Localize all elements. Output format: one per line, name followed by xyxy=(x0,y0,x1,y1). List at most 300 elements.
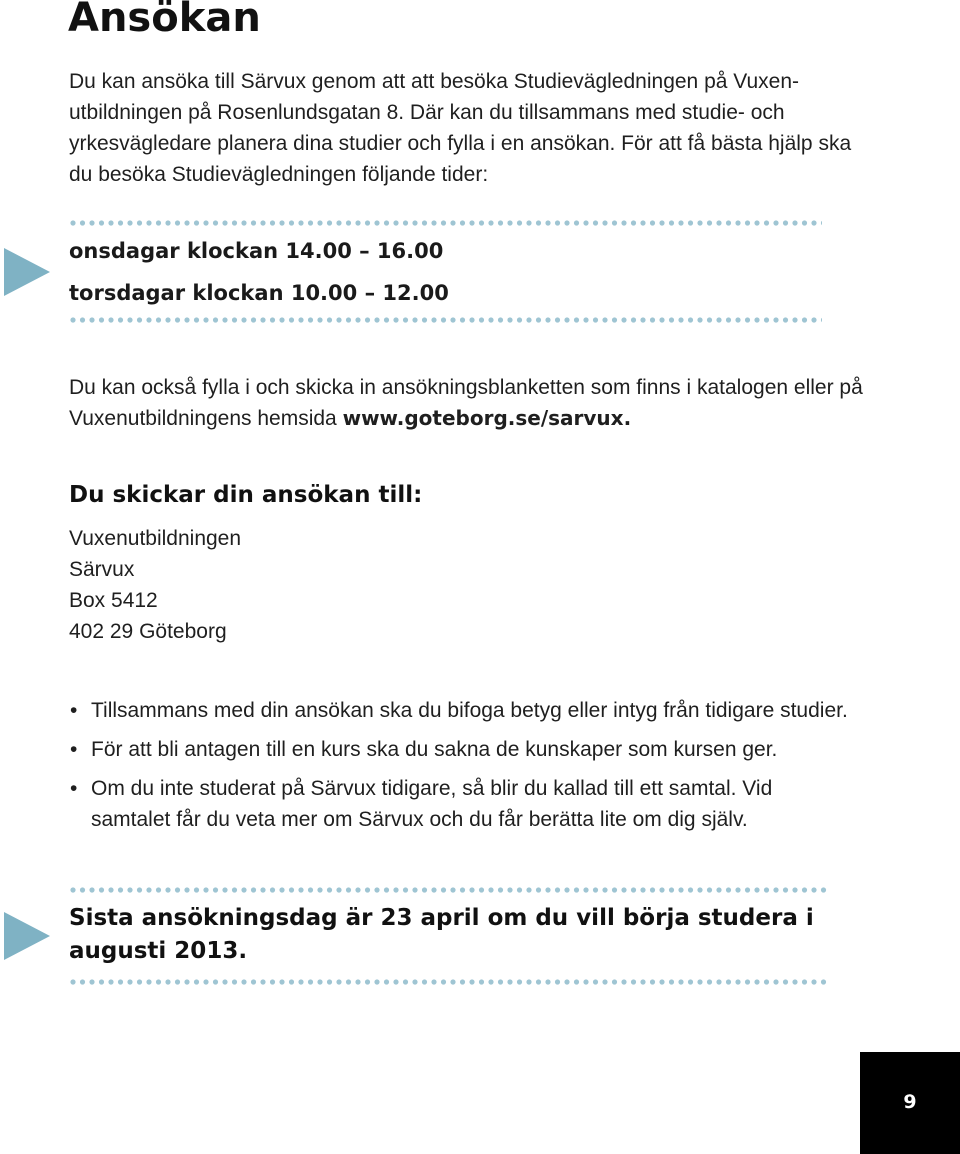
dot xyxy=(612,220,617,225)
dot xyxy=(764,317,769,322)
dot xyxy=(108,220,113,225)
arrow-right-icon xyxy=(4,248,50,296)
dot xyxy=(346,979,351,984)
dot xyxy=(764,887,769,892)
dot xyxy=(365,979,370,984)
dot xyxy=(422,220,427,225)
dot xyxy=(555,317,560,322)
website-link[interactable]: www.goteborg.se/sarvux. xyxy=(342,406,632,430)
dot xyxy=(583,317,588,322)
dot xyxy=(260,979,265,984)
dot xyxy=(678,887,683,892)
dot xyxy=(450,317,455,322)
dotted-rule-bottom xyxy=(70,316,822,324)
dot xyxy=(327,317,332,322)
dot xyxy=(89,220,94,225)
dotted-rule-bottom xyxy=(70,978,830,986)
dot xyxy=(127,220,132,225)
dot xyxy=(460,979,465,984)
dot xyxy=(659,317,664,322)
dot xyxy=(403,887,408,892)
arrow-right-icon xyxy=(4,912,50,960)
dot xyxy=(156,979,161,984)
bullet-icon: • xyxy=(70,699,78,722)
dot xyxy=(631,220,636,225)
dot xyxy=(441,220,446,225)
dot xyxy=(574,979,579,984)
dot xyxy=(479,317,484,322)
dot xyxy=(422,317,427,322)
list-item-text: Tillsammans med din ansökan ska du bifoga betyg eller intyg från tidigare studier. xyxy=(91,699,848,722)
dot xyxy=(659,979,664,984)
dot xyxy=(70,220,75,225)
dot xyxy=(146,887,151,892)
dot xyxy=(346,887,351,892)
intro-paragraph: Du kan ansöka till Särvux genom att att besöka Studievägledningen på Vuxen-utbildningen på Rosenlundsgatan 8. Där kan du tillsammans med studie- och yrkesvägledare planera dina studier och fylla i en ansökan. För att få bästa hjälp ska du besöka Studievägledningen följande tider: xyxy=(69,70,852,186)
dot xyxy=(479,887,484,892)
list-item xyxy=(69,773,849,835)
dot xyxy=(526,979,531,984)
dot xyxy=(203,887,208,892)
dot xyxy=(374,317,379,322)
dot xyxy=(422,979,427,984)
dot xyxy=(754,979,759,984)
dot xyxy=(612,887,617,892)
dot xyxy=(137,979,142,984)
dot xyxy=(802,220,807,225)
dot xyxy=(688,887,693,892)
dot xyxy=(108,887,113,892)
dot xyxy=(507,979,512,984)
dot xyxy=(802,887,807,892)
dot xyxy=(726,887,731,892)
address-line: 402 29 Göteborg xyxy=(69,620,227,643)
dot xyxy=(593,887,598,892)
dot xyxy=(184,220,189,225)
dot xyxy=(146,317,151,322)
dot xyxy=(127,887,132,892)
dot xyxy=(194,979,199,984)
dot xyxy=(536,979,541,984)
dot xyxy=(355,887,360,892)
dot xyxy=(365,220,370,225)
dot xyxy=(260,220,265,225)
dot xyxy=(251,220,256,225)
dot xyxy=(792,220,797,225)
dot xyxy=(194,887,199,892)
dot xyxy=(431,979,436,984)
dot xyxy=(175,220,180,225)
dot xyxy=(526,220,531,225)
dot xyxy=(317,887,322,892)
dot xyxy=(564,887,569,892)
dot xyxy=(745,979,750,984)
dot xyxy=(811,220,816,225)
list-item-text: Om du inte studerat på Särvux tidigare, så blir du kallad till ett samtal. Vid samtalet får du veta mer om Särvux och du får berätta lite om dig själv. xyxy=(91,777,773,831)
dot xyxy=(99,317,104,322)
dot xyxy=(241,317,246,322)
dot xyxy=(270,220,275,225)
dot xyxy=(811,979,816,984)
dot xyxy=(336,317,341,322)
dot xyxy=(222,979,227,984)
dot xyxy=(612,979,617,984)
dot xyxy=(317,317,322,322)
dot xyxy=(165,887,170,892)
dot xyxy=(811,887,816,892)
dot xyxy=(517,317,522,322)
dotted-rule-top xyxy=(70,219,822,227)
dot xyxy=(374,979,379,984)
dot xyxy=(118,979,123,984)
dot xyxy=(213,887,218,892)
dot xyxy=(640,979,645,984)
dot xyxy=(735,317,740,322)
dot xyxy=(621,887,626,892)
dot xyxy=(346,317,351,322)
dot xyxy=(70,979,75,984)
dot xyxy=(821,887,826,892)
dot xyxy=(99,220,104,225)
dot xyxy=(403,979,408,984)
dot xyxy=(317,220,322,225)
dot xyxy=(156,887,161,892)
dot xyxy=(574,887,579,892)
dot xyxy=(669,317,674,322)
dot xyxy=(289,317,294,322)
dot xyxy=(678,979,683,984)
dot xyxy=(697,317,702,322)
dot xyxy=(821,317,822,322)
dot xyxy=(621,979,626,984)
dot xyxy=(80,979,85,984)
deadline-notice: Sista ansökningsdag är 23 april om du vill börja studera i augusti 2013. xyxy=(69,905,814,964)
dot xyxy=(222,220,227,225)
dot xyxy=(602,220,607,225)
dot xyxy=(89,317,94,322)
dot xyxy=(792,887,797,892)
dot xyxy=(146,220,151,225)
dot xyxy=(735,220,740,225)
dot xyxy=(545,887,550,892)
dot xyxy=(194,317,199,322)
dot xyxy=(89,979,94,984)
dot xyxy=(716,317,721,322)
dot xyxy=(137,887,142,892)
dot xyxy=(165,317,170,322)
dot xyxy=(308,220,313,225)
dot xyxy=(650,979,655,984)
dot xyxy=(612,317,617,322)
bullet-icon: • xyxy=(70,738,78,761)
apply-online-text: Du kan också fylla i och skicka in ansökningsblanketten som finns i katalogen eller på Vuxenutbildningens hemsida xyxy=(69,376,863,430)
dot xyxy=(821,979,826,984)
dot xyxy=(707,887,712,892)
dot xyxy=(526,887,531,892)
dot xyxy=(251,317,256,322)
dot xyxy=(650,317,655,322)
dot xyxy=(545,317,550,322)
dot xyxy=(232,887,237,892)
dot xyxy=(374,220,379,225)
dot xyxy=(716,979,721,984)
dot xyxy=(108,979,113,984)
dot xyxy=(184,979,189,984)
dot xyxy=(175,979,180,984)
dot xyxy=(270,887,275,892)
dot xyxy=(697,979,702,984)
dot xyxy=(754,887,759,892)
dot xyxy=(327,887,332,892)
dot xyxy=(773,317,778,322)
dot xyxy=(555,220,560,225)
dot xyxy=(688,979,693,984)
dot xyxy=(688,317,693,322)
dot xyxy=(716,887,721,892)
dot xyxy=(707,979,712,984)
dot xyxy=(384,220,389,225)
dot xyxy=(289,887,294,892)
dot xyxy=(498,979,503,984)
list-item xyxy=(69,734,849,765)
dot xyxy=(593,220,598,225)
dot xyxy=(298,220,303,225)
dot xyxy=(802,979,807,984)
dot xyxy=(640,887,645,892)
dot xyxy=(450,979,455,984)
dot xyxy=(821,220,822,225)
dot xyxy=(631,979,636,984)
dot xyxy=(555,979,560,984)
dot xyxy=(773,979,778,984)
dot xyxy=(203,220,208,225)
dot xyxy=(488,220,493,225)
dot xyxy=(678,317,683,322)
dotted-rule-graphic xyxy=(70,978,830,986)
dot xyxy=(488,979,493,984)
dot xyxy=(754,317,759,322)
dotted-rule-graphic xyxy=(70,219,822,227)
dot xyxy=(507,887,512,892)
dot xyxy=(156,317,161,322)
dot xyxy=(137,220,142,225)
dot xyxy=(564,979,569,984)
dot xyxy=(108,317,113,322)
dot xyxy=(260,887,265,892)
dot xyxy=(270,317,275,322)
dot xyxy=(726,979,731,984)
postal-address xyxy=(69,523,241,647)
dot xyxy=(678,220,683,225)
dot xyxy=(251,979,256,984)
dot xyxy=(165,979,170,984)
dot xyxy=(336,220,341,225)
hours-thursday: torsdagar klockan 10.00 – 12.00 xyxy=(69,281,449,305)
dot xyxy=(384,317,389,322)
dot xyxy=(745,317,750,322)
dot xyxy=(165,220,170,225)
dot xyxy=(156,220,161,225)
dot xyxy=(631,887,636,892)
address-line: Särvux xyxy=(69,558,135,581)
dot xyxy=(298,317,303,322)
dot xyxy=(80,317,85,322)
dot xyxy=(222,887,227,892)
dot xyxy=(621,220,626,225)
dot xyxy=(289,220,294,225)
dot xyxy=(118,220,123,225)
dot xyxy=(127,317,132,322)
dot xyxy=(631,317,636,322)
dot xyxy=(441,317,446,322)
dot xyxy=(574,317,579,322)
dot xyxy=(289,979,294,984)
dot xyxy=(811,317,816,322)
dot xyxy=(80,887,85,892)
dot xyxy=(431,317,436,322)
dotted-rule-graphic xyxy=(70,316,822,324)
dot xyxy=(783,887,788,892)
info-bullet-list xyxy=(69,695,849,843)
dot xyxy=(574,220,579,225)
dot xyxy=(802,317,807,322)
dot xyxy=(412,317,417,322)
dot xyxy=(726,220,731,225)
dot xyxy=(754,220,759,225)
dot xyxy=(707,220,712,225)
dot xyxy=(460,317,465,322)
dot xyxy=(764,979,769,984)
dot xyxy=(583,887,588,892)
dot xyxy=(792,317,797,322)
dot xyxy=(469,887,474,892)
dot xyxy=(298,979,303,984)
dot xyxy=(669,887,674,892)
dot xyxy=(593,317,598,322)
dot xyxy=(412,979,417,984)
dot xyxy=(536,887,541,892)
dot xyxy=(241,220,246,225)
dot xyxy=(279,887,284,892)
dot xyxy=(70,887,75,892)
dot xyxy=(431,887,436,892)
dot xyxy=(650,220,655,225)
dot xyxy=(669,220,674,225)
dot xyxy=(536,317,541,322)
dot xyxy=(773,887,778,892)
dot xyxy=(298,887,303,892)
list-item xyxy=(69,695,849,726)
dot xyxy=(783,220,788,225)
dot xyxy=(118,317,123,322)
dot xyxy=(80,220,85,225)
dot xyxy=(175,887,180,892)
dot xyxy=(536,220,541,225)
dot xyxy=(441,887,446,892)
dot xyxy=(412,887,417,892)
list-item-text: För att bli antagen till en kurs ska du sakna de kunskaper som kursen ger. xyxy=(91,738,778,761)
dot xyxy=(308,317,313,322)
dot xyxy=(650,887,655,892)
dot xyxy=(498,220,503,225)
dot xyxy=(336,887,341,892)
dot xyxy=(564,220,569,225)
dot xyxy=(175,317,180,322)
dot xyxy=(213,220,218,225)
dot xyxy=(564,317,569,322)
dot xyxy=(251,887,256,892)
dot xyxy=(270,979,275,984)
dot xyxy=(279,317,284,322)
dotted-rule-top xyxy=(70,886,830,894)
dot xyxy=(745,887,750,892)
dot xyxy=(403,317,408,322)
dot xyxy=(99,887,104,892)
dot xyxy=(602,887,607,892)
dot xyxy=(431,220,436,225)
dot xyxy=(203,317,208,322)
dot xyxy=(726,317,731,322)
dot xyxy=(479,979,484,984)
dot xyxy=(517,887,522,892)
dot xyxy=(127,979,132,984)
dot xyxy=(602,979,607,984)
dot xyxy=(640,317,645,322)
dot xyxy=(783,317,788,322)
dot xyxy=(460,220,465,225)
dot xyxy=(279,220,284,225)
dot xyxy=(393,979,398,984)
dot xyxy=(735,887,740,892)
dot xyxy=(583,220,588,225)
dot xyxy=(232,317,237,322)
dot xyxy=(222,317,227,322)
dot xyxy=(526,317,531,322)
dot xyxy=(355,220,360,225)
dot xyxy=(308,979,313,984)
dot xyxy=(327,979,332,984)
send-to-heading: Du skickar din ansökan till: xyxy=(69,482,423,508)
dot xyxy=(232,979,237,984)
dot xyxy=(450,220,455,225)
dot xyxy=(469,317,474,322)
bullet-icon: • xyxy=(70,777,78,800)
dot xyxy=(621,317,626,322)
dot xyxy=(555,887,560,892)
dot xyxy=(260,317,265,322)
dot xyxy=(355,317,360,322)
dot xyxy=(593,979,598,984)
dot xyxy=(241,887,246,892)
dot xyxy=(450,887,455,892)
dot xyxy=(517,979,522,984)
dot xyxy=(602,317,607,322)
dot xyxy=(393,220,398,225)
dot xyxy=(355,979,360,984)
dot xyxy=(745,220,750,225)
dot xyxy=(393,887,398,892)
dot xyxy=(479,220,484,225)
dot xyxy=(735,979,740,984)
dot xyxy=(412,220,417,225)
dot xyxy=(393,317,398,322)
dot xyxy=(507,317,512,322)
dot xyxy=(488,887,493,892)
dot xyxy=(498,887,503,892)
dot xyxy=(792,979,797,984)
dot xyxy=(365,887,370,892)
dot xyxy=(146,979,151,984)
